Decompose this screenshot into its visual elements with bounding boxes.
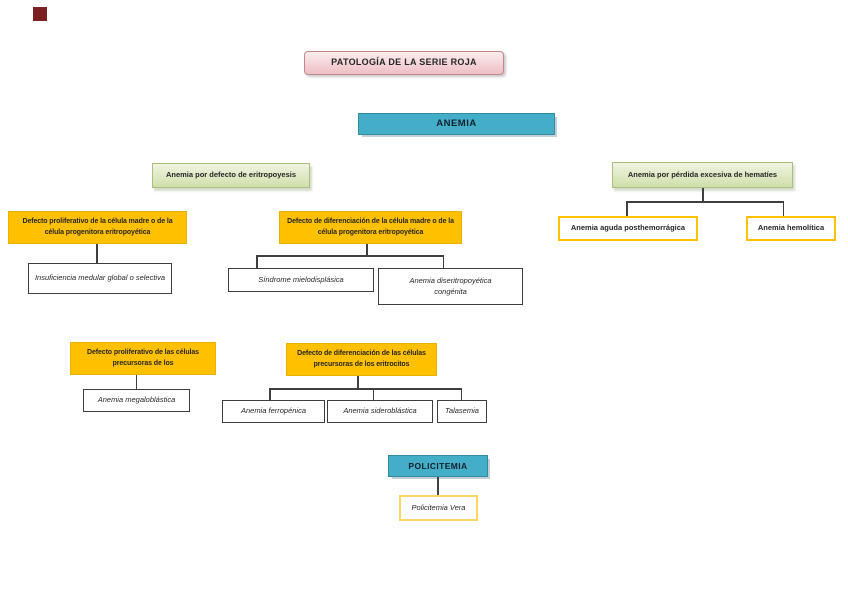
leaf-anemia-aguda-posthemorragica (558, 216, 698, 241)
connector-drop-ferropenica (269, 388, 271, 400)
leaf-policitemia-vera (399, 495, 478, 521)
connector-drop-diseritro (443, 255, 445, 269)
corner-marker (33, 7, 47, 21)
connector-policitemia-stem (437, 477, 439, 495)
leaf-label: Anemia ferropénica (240, 406, 307, 416)
connector-drop-talasemia (461, 388, 463, 400)
leaf-sindrome-mielodisplasica (228, 268, 374, 292)
branch-defect-label: Anemia por defecto de eritropoyesis (165, 170, 297, 180)
leaf-anemia-diseritropoyetica (378, 268, 523, 305)
diagram-title: PATOLOGÍA DE LA SERIE ROJA (331, 57, 477, 68)
leaf-talasemia (437, 400, 487, 423)
leaf-label: Anemia sideroblástica (343, 406, 417, 416)
leaf-label: Policitemia Vera (411, 502, 466, 512)
stem-differentiation-header (279, 211, 462, 244)
stem-proliferative-header (8, 211, 187, 244)
policitemia-box (388, 455, 488, 477)
connector-megalo-stem (136, 375, 138, 389)
anemia-root-box (358, 113, 555, 135)
leaf-label: Anemia diseritropoyética congénita (409, 275, 492, 296)
stem-differentiation-label: Defecto de diferenciación de la célula madre o de la célula progenitora eritropoyética (287, 218, 454, 236)
precursor-differentiation-label: Defecto de diferenciación de las células precursoras de los eritrocitos (297, 350, 426, 368)
leaf-anemia-ferropenica (222, 400, 325, 423)
anemia-root-label: ANEMIA (436, 118, 477, 130)
connector-stem-prolif (96, 244, 98, 263)
leaf-anemia-hemolitica (746, 216, 836, 241)
precursor-differentiation-header (286, 343, 437, 376)
leaf-label: Anemia megaloblástica (97, 395, 176, 405)
leaf-insuficiencia-medular (28, 263, 172, 294)
connector-drop-hemolitica (783, 201, 785, 216)
precursor-proliferative-label: Defecto proliferativo de las células precursoras de los (87, 349, 199, 367)
leaf-label: Anemia aguda posthemorrágica (570, 223, 686, 233)
leaf-label: Insuficiencia medular global o selectiva (34, 273, 166, 283)
connector-drop-sideroblastica (373, 388, 375, 400)
leaf-anemia-sideroblastica (327, 400, 433, 423)
connector-drop-aguda (626, 201, 628, 216)
connector-stem-diff-cross (256, 255, 444, 257)
branch-loss-header (612, 162, 793, 188)
connector-loss-cross (626, 201, 784, 203)
leaf-anemia-megaloblastica (83, 389, 190, 412)
precursor-proliferative-header (70, 342, 216, 375)
branch-defect-header (152, 163, 310, 188)
stem-proliferative-label: Defecto proliferativo de la célula madre o de la célula progenitora eritropoyética (22, 218, 173, 236)
leaf-label: Anemia hemolítica (757, 223, 825, 233)
connector-loss-stem (702, 188, 704, 202)
leaf-label: Talasemia (445, 406, 479, 416)
diagram-title-box (304, 51, 504, 75)
branch-loss-label: Anemia por pérdida excesiva de hematíes (627, 169, 778, 179)
policitemia-label: POLICITEMIA (408, 460, 468, 471)
leaf-label: Síndrome mielodisplásica (258, 274, 344, 284)
connector-precursor-diff-cross (269, 388, 462, 390)
connector-drop-sindrome (256, 255, 258, 269)
